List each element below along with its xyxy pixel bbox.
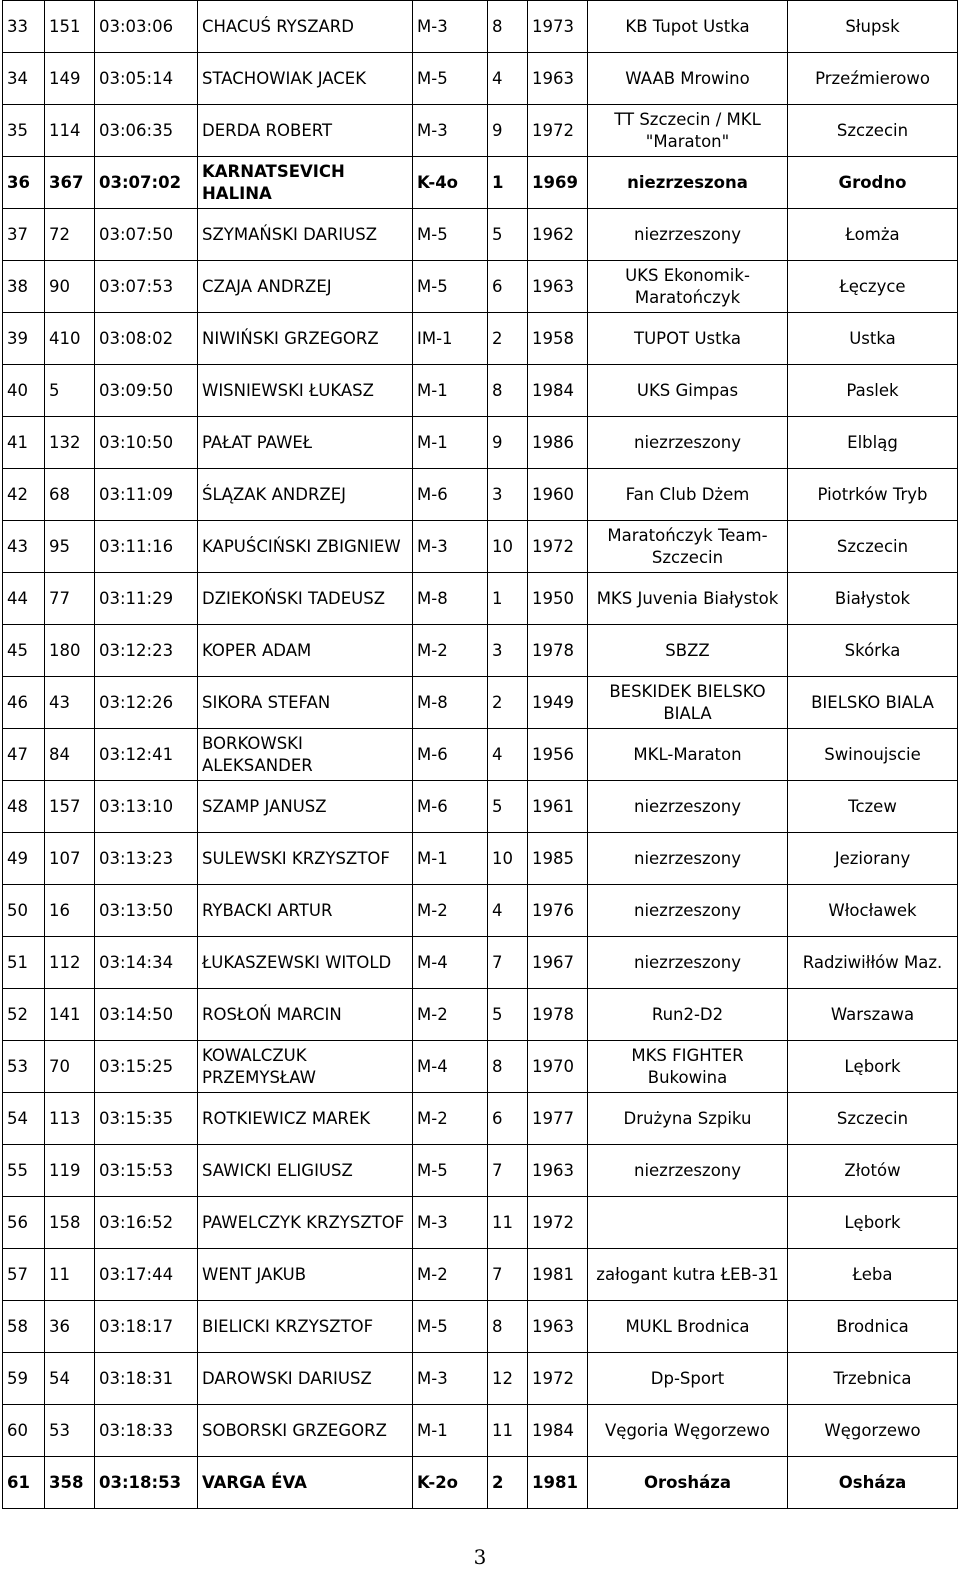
bib-number-cell: 367	[45, 157, 95, 209]
finish-time-cell: 03:10:50	[95, 417, 198, 469]
birth-year-cell: 1985	[528, 833, 588, 885]
birth-year-cell: 1960	[528, 469, 588, 521]
table-row	[3, 1145, 958, 1197]
place-cell: 56	[3, 1197, 45, 1249]
club-cell	[588, 1197, 788, 1249]
place-cell: 42	[3, 469, 45, 521]
club-cell: niezrzeszony	[588, 833, 788, 885]
bib-number-cell: 112	[45, 937, 95, 989]
bib-number-cell: 11	[45, 1249, 95, 1301]
category-cell: M-5	[413, 1145, 488, 1197]
club-cell: niezrzeszony	[588, 1145, 788, 1197]
birth-year-cell: 1978	[528, 989, 588, 1041]
place-cell: 61	[3, 1457, 45, 1509]
club-cell: BESKIDEK BIELSKO BIALA	[588, 677, 788, 729]
club-cell: niezrzeszony	[588, 209, 788, 261]
club-cell: niezrzeszony	[588, 781, 788, 833]
category-place-cell: 11	[488, 1197, 528, 1249]
category-place-cell: 12	[488, 1353, 528, 1405]
finish-time-cell: 03:03:06	[95, 1, 198, 53]
category-cell: M-1	[413, 365, 488, 417]
category-place-cell: 5	[488, 989, 528, 1041]
finish-time-cell: 03:07:50	[95, 209, 198, 261]
place-cell: 58	[3, 1301, 45, 1353]
city-cell: Łeba	[788, 1249, 958, 1301]
birth-year-cell: 1986	[528, 417, 588, 469]
finish-time-cell: 03:18:31	[95, 1353, 198, 1405]
table-row	[3, 1301, 958, 1353]
birth-year-cell: 1958	[528, 313, 588, 365]
table-row	[3, 261, 958, 313]
table-row	[3, 1405, 958, 1457]
category-place-cell: 3	[488, 625, 528, 677]
place-cell: 48	[3, 781, 45, 833]
category-place-cell: 7	[488, 1249, 528, 1301]
bib-number-cell: 141	[45, 989, 95, 1041]
place-cell: 35	[3, 105, 45, 157]
runner-name-cell: BORKOWSKI ALEKSANDER	[198, 729, 413, 781]
table-row	[3, 885, 958, 937]
finish-time-cell: 03:18:33	[95, 1405, 198, 1457]
club-cell: WAAB Mrowino	[588, 53, 788, 105]
page-number: 3	[473, 1545, 487, 1569]
finish-time-cell: 03:11:29	[95, 573, 198, 625]
bib-number-cell: 16	[45, 885, 95, 937]
club-cell: załogant kutra ŁEB-31	[588, 1249, 788, 1301]
category-place-cell: 2	[488, 1457, 528, 1509]
city-cell: Brodnica	[788, 1301, 958, 1353]
bib-number-cell: 5	[45, 365, 95, 417]
place-cell: 57	[3, 1249, 45, 1301]
birth-year-cell: 1976	[528, 885, 588, 937]
category-place-cell: 6	[488, 261, 528, 313]
city-cell: BIELSKO BIALA	[788, 677, 958, 729]
birth-year-cell: 1962	[528, 209, 588, 261]
table-row	[3, 1041, 958, 1093]
birth-year-cell: 1972	[528, 105, 588, 157]
runner-name-cell: CZAJA ANDRZEJ	[198, 261, 413, 313]
category-place-cell: 2	[488, 313, 528, 365]
birth-year-cell: 1972	[528, 1353, 588, 1405]
city-cell: Łęczyce	[788, 261, 958, 313]
runner-name-cell: KARNATSEVICH HALINA	[198, 157, 413, 209]
category-place-cell: 9	[488, 417, 528, 469]
table-row	[3, 1457, 958, 1509]
birth-year-cell: 1981	[528, 1249, 588, 1301]
birth-year-cell: 1963	[528, 1301, 588, 1353]
place-cell: 60	[3, 1405, 45, 1457]
birth-year-cell: 1972	[528, 1197, 588, 1249]
place-cell: 45	[3, 625, 45, 677]
bib-number-cell: 95	[45, 521, 95, 573]
club-cell: SBZZ	[588, 625, 788, 677]
category-cell: M-1	[413, 417, 488, 469]
finish-time-cell: 03:07:53	[95, 261, 198, 313]
bib-number-cell: 113	[45, 1093, 95, 1145]
club-cell: niezrzeszony	[588, 885, 788, 937]
finish-time-cell: 03:18:17	[95, 1301, 198, 1353]
results-body	[3, 1, 958, 1509]
category-cell: M-1	[413, 1405, 488, 1457]
club-cell: MKS Juvenia Białystok	[588, 573, 788, 625]
bib-number-cell: 149	[45, 53, 95, 105]
place-cell: 49	[3, 833, 45, 885]
category-cell: M-4	[413, 1041, 488, 1093]
category-cell: M-3	[413, 1197, 488, 1249]
runner-name-cell: DAROWSKI DARIUSZ	[198, 1353, 413, 1405]
city-cell: Lębork	[788, 1197, 958, 1249]
table-row	[3, 1093, 958, 1145]
city-cell: Swinoujscie	[788, 729, 958, 781]
bib-number-cell: 90	[45, 261, 95, 313]
club-cell: Orosháza	[588, 1457, 788, 1509]
category-cell: M-5	[413, 261, 488, 313]
place-cell: 39	[3, 313, 45, 365]
place-cell: 59	[3, 1353, 45, 1405]
finish-time-cell: 03:13:10	[95, 781, 198, 833]
birth-year-cell: 1970	[528, 1041, 588, 1093]
category-cell: IM-1	[413, 313, 488, 365]
bib-number-cell: 180	[45, 625, 95, 677]
place-cell: 40	[3, 365, 45, 417]
place-cell: 33	[3, 1, 45, 53]
finish-time-cell: 03:16:52	[95, 1197, 198, 1249]
table-row	[3, 937, 958, 989]
club-cell: Drużyna Szpiku	[588, 1093, 788, 1145]
city-cell: Przeźmierowo	[788, 53, 958, 105]
finish-time-cell: 03:09:50	[95, 365, 198, 417]
city-cell: Lębork	[788, 1041, 958, 1093]
category-place-cell: 4	[488, 729, 528, 781]
category-cell: M-2	[413, 989, 488, 1041]
table-row	[3, 1, 958, 53]
bib-number-cell: 107	[45, 833, 95, 885]
finish-time-cell: 03:06:35	[95, 105, 198, 157]
city-cell: Piotrków Tryb	[788, 469, 958, 521]
table-row	[3, 313, 958, 365]
birth-year-cell: 1984	[528, 1405, 588, 1457]
city-cell: Szczecin	[788, 1093, 958, 1145]
finish-time-cell: 03:15:25	[95, 1041, 198, 1093]
city-cell: Szczecin	[788, 521, 958, 573]
category-place-cell: 11	[488, 1405, 528, 1457]
city-cell: Węgorzewo	[788, 1405, 958, 1457]
bib-number-cell: 151	[45, 1, 95, 53]
club-cell: TUPOT Ustka	[588, 313, 788, 365]
birth-year-cell: 1984	[528, 365, 588, 417]
category-place-cell: 4	[488, 53, 528, 105]
club-cell: UKS Gimpas	[588, 365, 788, 417]
category-place-cell: 8	[488, 365, 528, 417]
birth-year-cell: 1963	[528, 1145, 588, 1197]
category-cell: K-2o	[413, 1457, 488, 1509]
bib-number-cell: 77	[45, 573, 95, 625]
category-cell: M-5	[413, 53, 488, 105]
birth-year-cell: 1972	[528, 521, 588, 573]
runner-name-cell: DERDA ROBERT	[198, 105, 413, 157]
birth-year-cell: 1981	[528, 1457, 588, 1509]
table-row	[3, 573, 958, 625]
runner-name-cell: NIWIŃSKI GRZEGORZ	[198, 313, 413, 365]
runner-name-cell: ŁUKASZEWSKI WITOLD	[198, 937, 413, 989]
table-row	[3, 469, 958, 521]
runner-name-cell: WENT JAKUB	[198, 1249, 413, 1301]
club-cell: Maratończyk Team-Szczecin	[588, 521, 788, 573]
runner-name-cell: STACHOWIAK JACEK	[198, 53, 413, 105]
category-place-cell: 6	[488, 1093, 528, 1145]
bib-number-cell: 72	[45, 209, 95, 261]
category-cell: M-5	[413, 1301, 488, 1353]
runner-name-cell: KOPER ADAM	[198, 625, 413, 677]
city-cell: Grodno	[788, 157, 958, 209]
city-cell: Tczew	[788, 781, 958, 833]
category-place-cell: 7	[488, 937, 528, 989]
place-cell: 53	[3, 1041, 45, 1093]
category-place-cell: 7	[488, 1145, 528, 1197]
city-cell: Złotów	[788, 1145, 958, 1197]
category-cell: M-1	[413, 833, 488, 885]
category-cell: M-3	[413, 1, 488, 53]
city-cell: Słupsk	[788, 1, 958, 53]
birth-year-cell: 1956	[528, 729, 588, 781]
category-cell: M-2	[413, 625, 488, 677]
bib-number-cell: 70	[45, 1041, 95, 1093]
category-cell: M-8	[413, 573, 488, 625]
finish-time-cell: 03:17:44	[95, 1249, 198, 1301]
runner-name-cell: CHACUŚ RYSZARD	[198, 1, 413, 53]
bib-number-cell: 410	[45, 313, 95, 365]
place-cell: 38	[3, 261, 45, 313]
runner-name-cell: SOBORSKI GRZEGORZ	[198, 1405, 413, 1457]
runner-name-cell: SIKORA STEFAN	[198, 677, 413, 729]
finish-time-cell: 03:12:41	[95, 729, 198, 781]
birth-year-cell: 1967	[528, 937, 588, 989]
place-cell: 46	[3, 677, 45, 729]
finish-time-cell: 03:12:26	[95, 677, 198, 729]
finish-time-cell: 03:12:23	[95, 625, 198, 677]
runner-name-cell: PAŁAT PAWEŁ	[198, 417, 413, 469]
finish-time-cell: 03:15:35	[95, 1093, 198, 1145]
city-cell: Radziwiłłów Maz.	[788, 937, 958, 989]
runner-name-cell: WISNIEWSKI ŁUKASZ	[198, 365, 413, 417]
club-cell: MUKL Brodnica	[588, 1301, 788, 1353]
category-cell: K-4o	[413, 157, 488, 209]
category-place-cell: 2	[488, 677, 528, 729]
place-cell: 47	[3, 729, 45, 781]
category-cell: M-2	[413, 1249, 488, 1301]
bib-number-cell: 158	[45, 1197, 95, 1249]
runner-name-cell: ŚLĄZAK ANDRZEJ	[198, 469, 413, 521]
place-cell: 43	[3, 521, 45, 573]
birth-year-cell: 1978	[528, 625, 588, 677]
city-cell: Ustka	[788, 313, 958, 365]
bib-number-cell: 84	[45, 729, 95, 781]
results-table	[2, 0, 958, 1509]
city-cell: Trzebnica	[788, 1353, 958, 1405]
category-place-cell: 10	[488, 833, 528, 885]
bib-number-cell: 114	[45, 105, 95, 157]
club-cell: MKL-Maraton	[588, 729, 788, 781]
club-cell: Dp-Sport	[588, 1353, 788, 1405]
category-place-cell: 5	[488, 209, 528, 261]
bib-number-cell: 157	[45, 781, 95, 833]
club-cell: TT Szczecin / MKL "Maraton"	[588, 105, 788, 157]
category-cell: M-4	[413, 937, 488, 989]
city-cell: Włocławek	[788, 885, 958, 937]
club-cell: Run2-D2	[588, 989, 788, 1041]
birth-year-cell: 1963	[528, 53, 588, 105]
table-row	[3, 833, 958, 885]
birth-year-cell: 1950	[528, 573, 588, 625]
table-row	[3, 781, 958, 833]
bib-number-cell: 68	[45, 469, 95, 521]
finish-time-cell: 03:07:02	[95, 157, 198, 209]
city-cell: Jeziorany	[788, 833, 958, 885]
category-cell: M-3	[413, 521, 488, 573]
finish-time-cell: 03:11:16	[95, 521, 198, 573]
category-cell: M-8	[413, 677, 488, 729]
city-cell: Skórka	[788, 625, 958, 677]
bib-number-cell: 119	[45, 1145, 95, 1197]
table-row	[3, 1353, 958, 1405]
category-cell: M-2	[413, 885, 488, 937]
bib-number-cell: 358	[45, 1457, 95, 1509]
finish-time-cell: 03:15:53	[95, 1145, 198, 1197]
bib-number-cell: 132	[45, 417, 95, 469]
runner-name-cell: PAWELCZYK KRZYSZTOF	[198, 1197, 413, 1249]
club-cell: KB Tupot Ustka	[588, 1, 788, 53]
birth-year-cell: 1969	[528, 157, 588, 209]
birth-year-cell: 1963	[528, 261, 588, 313]
table-row	[3, 157, 958, 209]
table-row	[3, 105, 958, 157]
runner-name-cell: SZYMAŃSKI DARIUSZ	[198, 209, 413, 261]
bib-number-cell: 54	[45, 1353, 95, 1405]
place-cell: 52	[3, 989, 45, 1041]
city-cell: Elbląg	[788, 417, 958, 469]
place-cell: 55	[3, 1145, 45, 1197]
category-place-cell: 8	[488, 1, 528, 53]
category-place-cell: 3	[488, 469, 528, 521]
category-place-cell: 9	[488, 105, 528, 157]
runner-name-cell: SZAMP JANUSZ	[198, 781, 413, 833]
category-place-cell: 5	[488, 781, 528, 833]
finish-time-cell: 03:13:50	[95, 885, 198, 937]
category-cell: M-2	[413, 1093, 488, 1145]
table-row	[3, 417, 958, 469]
place-cell: 44	[3, 573, 45, 625]
table-row	[3, 1197, 958, 1249]
club-cell: niezrzeszona	[588, 157, 788, 209]
place-cell: 41	[3, 417, 45, 469]
birth-year-cell: 1961	[528, 781, 588, 833]
category-place-cell: 8	[488, 1041, 528, 1093]
city-cell: Osháza	[788, 1457, 958, 1509]
category-cell: M-6	[413, 781, 488, 833]
category-cell: M-5	[413, 209, 488, 261]
bib-number-cell: 43	[45, 677, 95, 729]
club-cell: MKS FIGHTER Bukowina	[588, 1041, 788, 1093]
table-row	[3, 365, 958, 417]
category-place-cell: 10	[488, 521, 528, 573]
finish-time-cell: 03:11:09	[95, 469, 198, 521]
club-cell: UKS Ekonomik-Maratończyk	[588, 261, 788, 313]
finish-time-cell: 03:08:02	[95, 313, 198, 365]
table-row	[3, 521, 958, 573]
runner-name-cell: SULEWSKI KRZYSZTOF	[198, 833, 413, 885]
place-cell: 34	[3, 53, 45, 105]
runner-name-cell: BIELICKI KRZYSZTOF	[198, 1301, 413, 1353]
birth-year-cell: 1977	[528, 1093, 588, 1145]
runner-name-cell: SAWICKI ELIGIUSZ	[198, 1145, 413, 1197]
bib-number-cell: 36	[45, 1301, 95, 1353]
finish-time-cell: 03:14:34	[95, 937, 198, 989]
runner-name-cell: VARGA ÉVA	[198, 1457, 413, 1509]
runner-name-cell: ROTKIEWICZ MAREK	[198, 1093, 413, 1145]
city-cell: Białystok	[788, 573, 958, 625]
table-row	[3, 1249, 958, 1301]
city-cell: Paslek	[788, 365, 958, 417]
category-cell: M-3	[413, 1353, 488, 1405]
birth-year-cell: 1949	[528, 677, 588, 729]
finish-time-cell: 03:05:14	[95, 53, 198, 105]
club-cell: niezrzeszony	[588, 937, 788, 989]
birth-year-cell: 1973	[528, 1, 588, 53]
category-place-cell: 1	[488, 573, 528, 625]
category-place-cell: 1	[488, 157, 528, 209]
finish-time-cell: 03:13:23	[95, 833, 198, 885]
place-cell: 37	[3, 209, 45, 261]
city-cell: Szczecin	[788, 105, 958, 157]
table-row	[3, 625, 958, 677]
runner-name-cell: RYBACKI ARTUR	[198, 885, 413, 937]
runner-name-cell: KOWALCZUK PRZEMYSŁAW	[198, 1041, 413, 1093]
table-row	[3, 53, 958, 105]
table-row	[3, 677, 958, 729]
category-cell: M-3	[413, 105, 488, 157]
runner-name-cell: ROSŁOŃ MARCIN	[198, 989, 413, 1041]
category-place-cell: 4	[488, 885, 528, 937]
city-cell: Łomża	[788, 209, 958, 261]
runner-name-cell: DZIEKOŃSKI TADEUSZ	[198, 573, 413, 625]
runner-name-cell: KAPUŚCIŃSKI ZBIGNIEW	[198, 521, 413, 573]
place-cell: 54	[3, 1093, 45, 1145]
club-cell: Vęgoria Węgorzewo	[588, 1405, 788, 1457]
category-cell: M-6	[413, 729, 488, 781]
club-cell: niezrzeszony	[588, 417, 788, 469]
table-row	[3, 729, 958, 781]
club-cell: Fan Club Dżem	[588, 469, 788, 521]
finish-time-cell: 03:14:50	[95, 989, 198, 1041]
table-row	[3, 209, 958, 261]
category-place-cell: 8	[488, 1301, 528, 1353]
finish-time-cell: 03:18:53	[95, 1457, 198, 1509]
bib-number-cell: 53	[45, 1405, 95, 1457]
place-cell: 36	[3, 157, 45, 209]
category-cell: M-6	[413, 469, 488, 521]
place-cell: 51	[3, 937, 45, 989]
city-cell: Warszawa	[788, 989, 958, 1041]
table-row	[3, 989, 958, 1041]
place-cell: 50	[3, 885, 45, 937]
